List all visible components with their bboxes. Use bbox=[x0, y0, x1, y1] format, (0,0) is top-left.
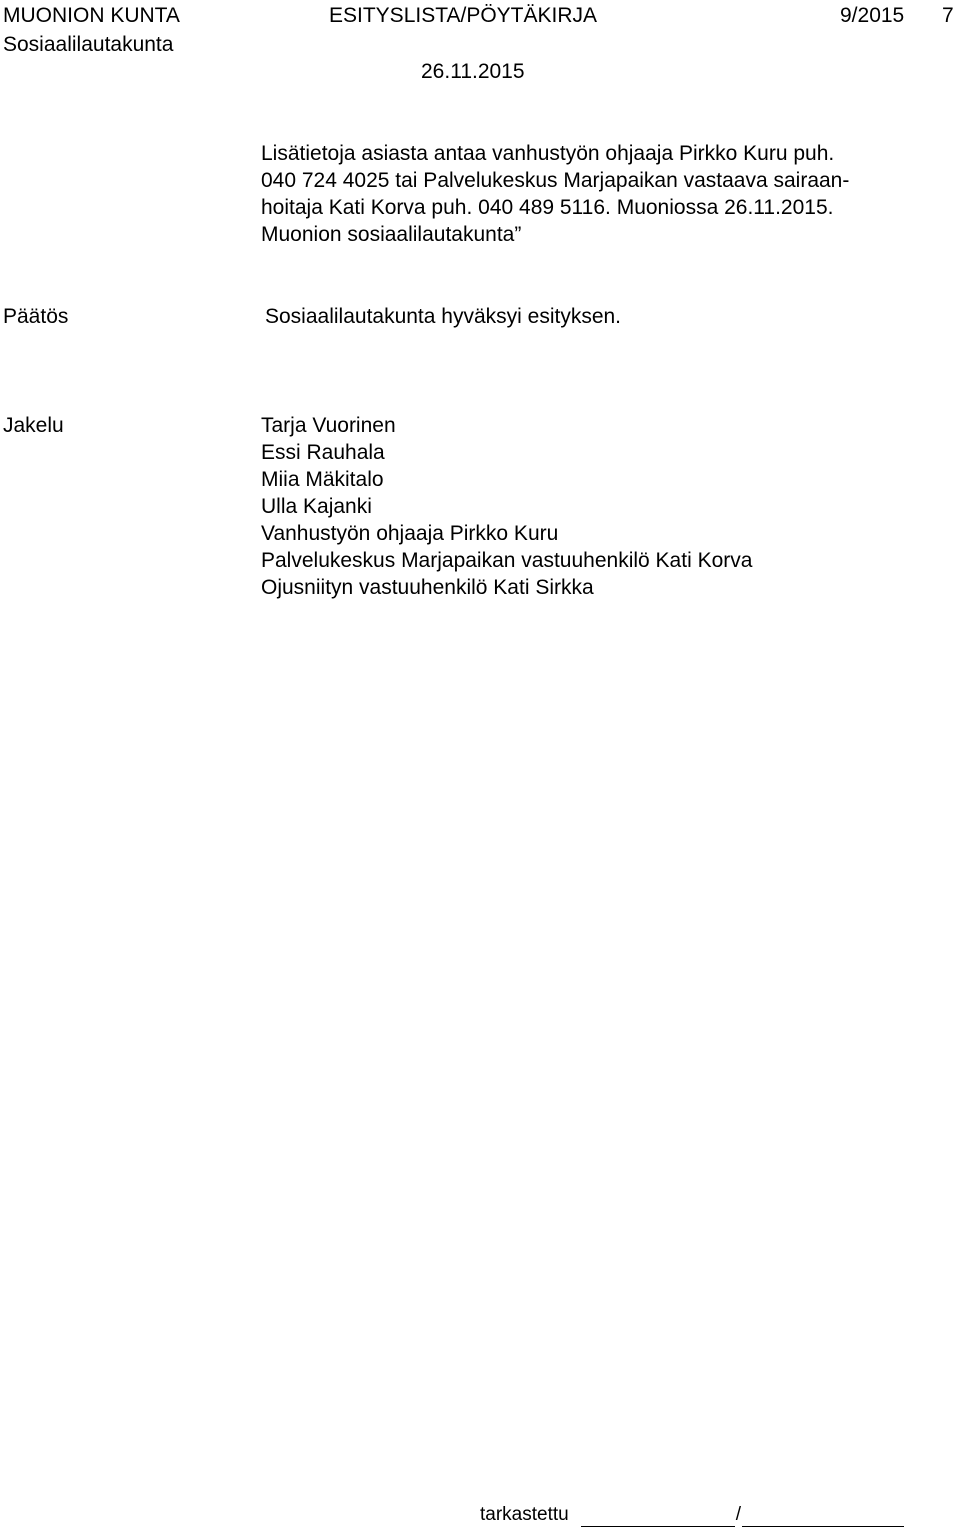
distribution-recipient: Ulla Kajanki bbox=[261, 495, 372, 518]
distribution-recipient: Palvelukeskus Marjapaikan vastuuhenkilö Kati Korva bbox=[261, 549, 753, 572]
distribution-recipient: Tarja Vuorinen bbox=[261, 414, 396, 437]
distribution-recipient: Ojusniityn vastuuhenkilö Kati Sirkka bbox=[261, 576, 594, 599]
footer-signature-blank bbox=[742, 1506, 904, 1527]
distribution-label: Jakelu bbox=[3, 414, 64, 437]
distribution-list bbox=[261, 412, 752, 601]
header-meeting-number: 9/2015 bbox=[840, 4, 905, 27]
distribution-recipient: Miia Mäkitalo bbox=[261, 468, 384, 491]
decision-text: Sosiaalilautakunta hyväksyi esityksen. bbox=[265, 305, 622, 328]
distribution-recipient: Vanhustyön ohjaaja Pirkko Kuru bbox=[261, 522, 559, 545]
info-line: hoitaja Kati Korva puh. 040 489 5116. Muoniossa 26.11.2015. bbox=[261, 196, 834, 219]
header-board-name: Sosiaalilautakunta bbox=[3, 33, 174, 56]
header-page-number: 7 bbox=[942, 4, 954, 27]
header-organization: MUONION KUNTA bbox=[3, 4, 180, 27]
info-line: 040 724 4025 tai Palvelukeskus Marjapaikan vastaava sairaan- bbox=[261, 169, 850, 192]
info-line: Lisätietoja asiasta antaa vanhustyön ohjaaja Pirkko Kuru puh. bbox=[261, 142, 835, 165]
footer-signature-blank bbox=[581, 1506, 735, 1527]
decision-label: Päätös bbox=[3, 305, 69, 328]
header-meeting-date: 26.11.2015 bbox=[421, 60, 525, 83]
info-paragraph bbox=[261, 140, 849, 248]
footer-checked-row bbox=[480, 1503, 904, 1527]
info-line: Muonion sosiaalilautakunta” bbox=[261, 223, 522, 246]
distribution-recipient: Essi Rauhala bbox=[261, 441, 385, 464]
header-document-type: ESITYSLISTA/PÖYTÄKIRJA bbox=[329, 4, 598, 27]
footer-separator: / bbox=[735, 1504, 741, 1525]
footer-checked-label: tarkastettu bbox=[480, 1504, 569, 1525]
